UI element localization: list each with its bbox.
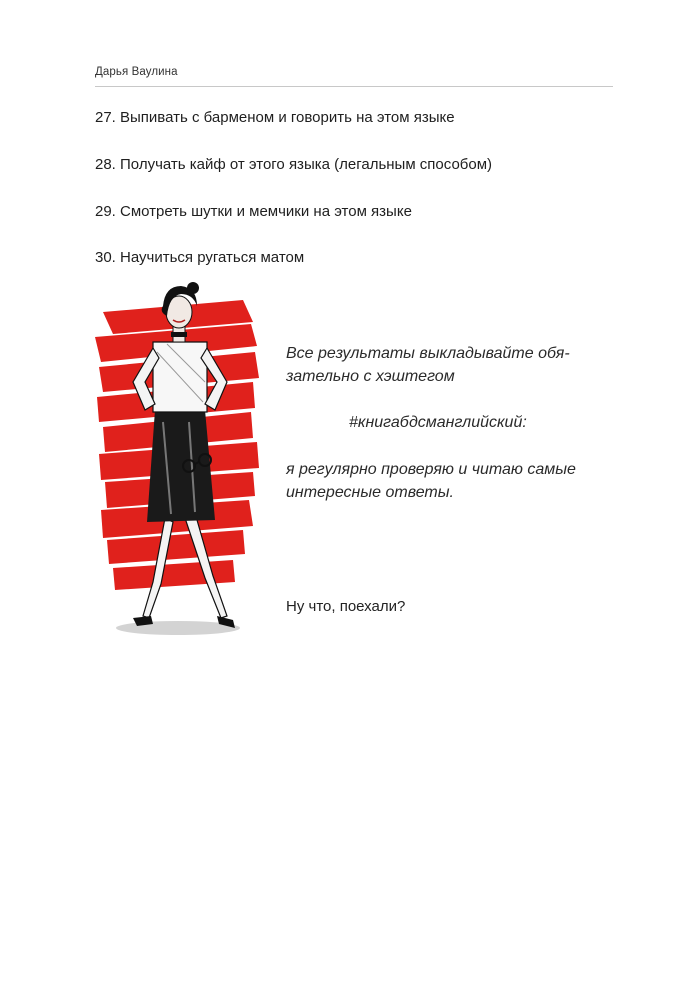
callout-line: я регулярно проверяю и читаю самые (286, 461, 576, 478)
callout-line: Все результаты выкладывайте обя- (286, 345, 570, 362)
list-item: 29. Смотреть шутки и мемчики на этом языке (95, 203, 412, 220)
list-item: 27. Выпивать с барменом и говорить на этом языке (95, 109, 455, 126)
choker (171, 332, 187, 337)
closing-line: Ну что, поехали? (286, 598, 406, 615)
header-divider (95, 86, 613, 87)
hair-bun (187, 282, 199, 294)
list-item: 30. Научиться ругаться матом (95, 249, 305, 266)
callout-line: зательно с хэштегом (286, 368, 455, 385)
list-item: 28. Получать кайф от этого языка (легальным способом) (95, 156, 493, 173)
running-header-author: Дарья Ваулина (95, 66, 178, 78)
woman-illustration (93, 282, 263, 642)
hashtag: #книгабдсманглийский: (349, 414, 527, 431)
callout-line: интересные ответы. (286, 484, 454, 501)
